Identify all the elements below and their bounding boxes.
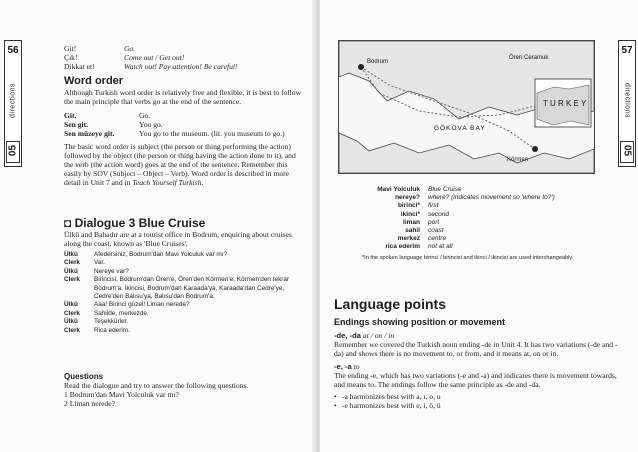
cassette-icon: ◘ — [64, 216, 72, 230]
vocab-row — [320, 194, 612, 202]
vocab-row — [320, 235, 612, 243]
endings-heading: Endings showing position or movement — [334, 317, 506, 327]
word-order-heading: Word order — [64, 75, 124, 87]
vocab-row — [320, 243, 612, 251]
questions-intro: Read the dialogue and try to answer the following questions. — [64, 381, 249, 390]
unit-number: 05 — [621, 144, 633, 157]
vocab-tr: rica ederim — [385, 243, 420, 251]
line-text: Rica ederim. — [94, 326, 130, 334]
dialogue-line — [64, 301, 306, 309]
word-order-body — [64, 142, 304, 187]
vocab-en: second — [428, 210, 449, 218]
sub-ending: -e, -a — [334, 362, 352, 371]
dialogue-lines — [64, 251, 306, 335]
example-row — [64, 120, 304, 129]
map-label-kormen: Körmen — [507, 157, 529, 163]
example-row — [64, 111, 304, 120]
right-page — [320, 0, 638, 452]
line-text: Aaa! Birinci güzel! Liman nerede? — [94, 301, 190, 309]
speaker: Ülkü — [64, 318, 78, 326]
left-page — [0, 0, 316, 452]
example-row — [64, 129, 304, 138]
question-item: 1 Bodrum'dan Mavi Yolculuk var mı? — [64, 390, 179, 399]
language-points-section — [334, 296, 620, 410]
vocab-row — [320, 186, 612, 194]
questions-section — [64, 372, 304, 408]
dialogue-heading — [64, 216, 306, 230]
body-text: The basic word order is subject (the person or thing performing the action) followed by the object (the person or thing having the action done to it), and the verb (the action word) goes at the end of the sentence. Remember this easily by SOV (Subject – Object – Verb). Word order is described in more detail in Unit 7 and in — [64, 142, 296, 187]
example-en: Go. — [139, 111, 151, 120]
vocab-tr: liman — [403, 218, 420, 226]
page-number: 56 — [7, 45, 19, 56]
bullet-item — [334, 392, 620, 401]
dialogue-section — [64, 216, 306, 335]
book-title: Teach Yourself Turkish — [132, 178, 202, 187]
left-page-tab — [4, 40, 22, 167]
vocab-row — [320, 227, 612, 235]
word-order-intro: Although Turkish word order is relatively free and flexible, it is best to follow the main principle that verbs go at the end of the sentence. — [64, 88, 302, 106]
vocab-tr: merkez — [397, 235, 420, 243]
sub-meaning: at / on / in — [362, 331, 395, 340]
dialogue-line — [64, 268, 306, 276]
word-order-section — [64, 77, 304, 187]
dialogue-title: Dialogue 3 Blue Cruise — [74, 216, 206, 230]
cruise-map — [338, 40, 595, 174]
phrase-list — [64, 44, 304, 71]
dialogue-line — [64, 251, 306, 259]
example-en: You go to the museum. (lit. you museum to go.) — [139, 129, 285, 138]
phrase-tr: Git! — [64, 44, 77, 53]
subheading-e-a — [334, 362, 620, 371]
bullet-text: -a harmonizes best with a, ı, o, u — [342, 392, 441, 401]
map-label-bodrum: Bodrum — [367, 59, 389, 65]
word-order-examples — [64, 111, 304, 138]
endings-para-1: Remember we covered the Turkish noun ending -de in Unit 4. It has two variations (-de and -da) and shows there is no movement to, or from, and it means at, on or in. — [334, 340, 618, 358]
vocab-row — [320, 219, 612, 227]
example-tr: Sen git. — [64, 120, 89, 129]
right-page-tab — [618, 40, 636, 167]
vocab-tr: birinci* — [397, 202, 420, 210]
phrase-row — [64, 44, 304, 53]
speaker: Clerk — [64, 276, 80, 284]
phrase-row — [64, 53, 304, 62]
subheading-de-da — [334, 331, 620, 340]
vocab-en: where? (indicates movement so 'where to?') — [428, 194, 555, 202]
dialogue-line — [64, 318, 306, 326]
speaker: Ülkü — [64, 301, 78, 309]
phrase-en: Come out / Get out! — [124, 53, 185, 62]
speaker: Clerk — [64, 326, 80, 334]
dialogue-line — [64, 276, 306, 301]
speaker: Clerk — [64, 259, 80, 267]
phrase-tr: Çık! — [64, 53, 78, 62]
speaker: Ülkü — [64, 267, 78, 275]
speaker: Ülkü — [64, 251, 78, 258]
chapter-word: directions — [623, 83, 631, 118]
speaker: Clerk — [64, 309, 80, 317]
vocab-row — [320, 211, 612, 219]
question-item: 2 Liman nerede? — [64, 399, 116, 408]
line-text: Teşekkürler. — [94, 318, 129, 326]
phrase-row — [64, 62, 304, 71]
example-en: You go. — [139, 120, 163, 129]
dialogue-line — [64, 310, 306, 318]
unit-box — [6, 141, 20, 163]
bullet-text: -e harmonizes best with e, i, ö, ü — [342, 401, 441, 410]
line-text: Nereye var? — [94, 267, 129, 275]
vocab-row — [320, 202, 612, 210]
phrase-en: Watch out! Pay attention! Be careful! — [124, 62, 238, 71]
line-text: Birincisi, Bodrum'dan Ören'e, Ören'den Körmen'e, Körmen'den tekrar Bodrum'a. İkincisi, Bodrum'dan Karaada'ya, Karaada'dan Cedre'ye, Cedre'den Balısu'ya, Balısu'dan Bodrum'a. — [94, 276, 290, 301]
chapter-word: directions — [9, 83, 17, 118]
vocab-en: coast — [428, 227, 444, 235]
dialogue-line — [64, 327, 306, 335]
unit-box — [620, 141, 634, 163]
vocab-tr: ikinci* — [400, 210, 420, 218]
vocabulary-list — [320, 186, 612, 262]
line-text: Var. — [94, 259, 105, 267]
vocab-en: Blue Cruise — [428, 186, 462, 193]
map-label-bay: GÖKOVA BAY — [434, 125, 486, 132]
unit-number: 05 — [7, 144, 19, 157]
line-text: Sahilde, merkezde. — [94, 309, 149, 317]
dialogue-line — [64, 259, 306, 267]
body-end: . — [201, 178, 204, 187]
page-number: 57 — [621, 45, 633, 56]
sub-meaning: to — [353, 362, 360, 371]
vocab-tr: sahil — [405, 227, 420, 235]
vocab-en: not at all — [428, 243, 453, 251]
vocab-tr: nereye? — [395, 194, 420, 202]
example-tr: Git. — [64, 111, 77, 120]
bullet-item — [334, 401, 620, 410]
vocab-en: port — [428, 218, 440, 226]
vocab-footnote: *In the spoken language birinci / birincisi and ikinci / ikincisi are used interchangeably. — [362, 254, 574, 261]
phrase-en: Go. — [124, 44, 136, 53]
phrase-tr: Dikkat et! — [64, 62, 95, 71]
map-label-oren: Ören Ceramuk — [509, 55, 549, 61]
vocab-tr: Mavi Yolculuk — [377, 186, 420, 193]
bullet-dot-icon: • — [334, 401, 337, 410]
line-text: Afedersiniz, Bodrum'dan Mavi Yolculuk var mı? — [94, 251, 228, 258]
endings-para-2: The ending -e, which has two variations (-e and -a) and indicates there is movement towards, and means to. The endings follow the same principle as -de and -da. — [334, 371, 617, 389]
sub-ending: -de, -da — [334, 331, 362, 340]
map-label-turkey: T U R K E Y — [543, 99, 587, 108]
vocab-en: first — [428, 202, 439, 210]
language-points-heading: Language points — [334, 296, 446, 312]
dialogue-intro: Ülkü and Bahadır are at a tourist office in Bodrum, enquiring about cruises along the coast, known as 'Blue Cruises'. — [64, 230, 292, 248]
example-tr: Sen müzeye git. — [64, 129, 115, 138]
bullet-dot-icon: • — [334, 392, 337, 401]
vocab-en: centre — [428, 235, 447, 243]
questions-heading: Questions — [64, 372, 104, 381]
